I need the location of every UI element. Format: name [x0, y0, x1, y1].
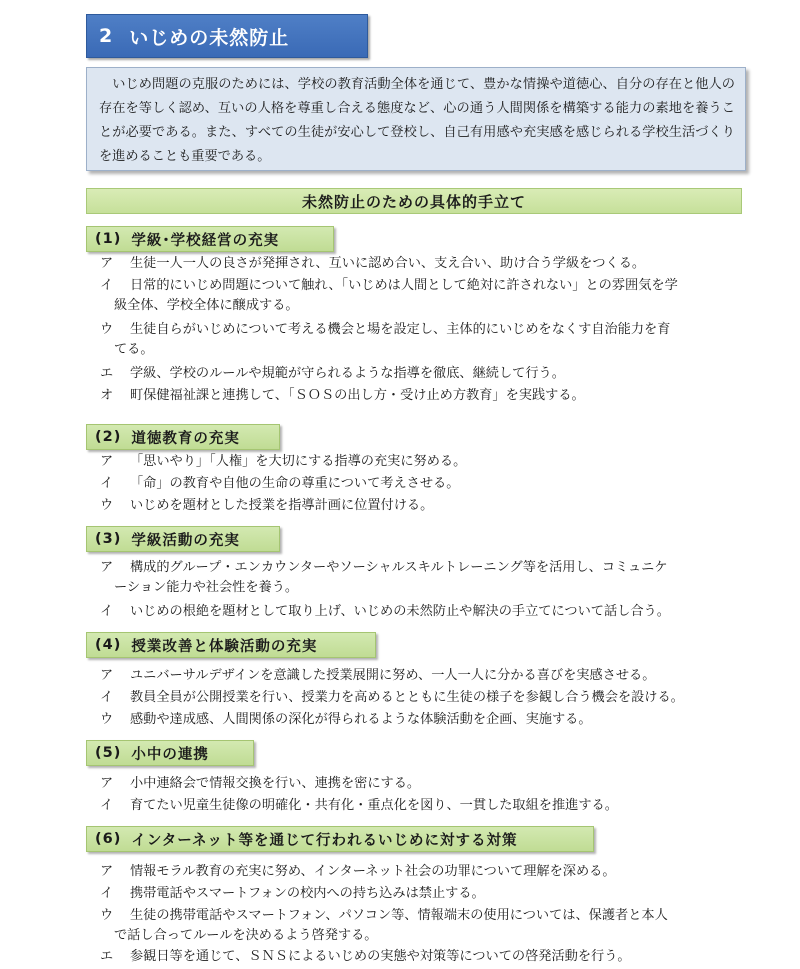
category-3-heading	[86, 526, 280, 552]
item-continuation: ーション能力や社会性を養う。	[114, 580, 299, 595]
item-text: 情報モラル教育の充実に努め、インターネット社会の功罪について理解を深める。	[130, 864, 616, 879]
item-continuation: てる。	[114, 342, 154, 357]
item-mark: イ	[100, 798, 114, 813]
item-mark: ア	[100, 864, 114, 879]
item-text: 町保健福祉課と連携して、「ＳＯＳの出し方・受け止め方教育」を実践する。	[130, 388, 585, 403]
item-continuation: で話し合ってルールを決めるよう啓発する。	[114, 928, 378, 943]
item-text: 小中連絡会で情報交換を行い、連携を密にする。	[130, 776, 421, 791]
item-mark: ア	[100, 454, 114, 469]
category-1-heading	[86, 226, 334, 252]
category-number: (1)	[95, 231, 122, 247]
item-text: 携帯電話やスマートフォンの校内への持ち込みは禁止する。	[130, 886, 485, 901]
list-item	[100, 320, 750, 360]
item-mark: イ	[100, 278, 114, 293]
item-text: 構成的グループ・エンカウンターやソーシャルスキルトレーニング等を活用し、コミュニケ	[130, 560, 668, 575]
category-title: 道徳教育の充実	[131, 430, 240, 447]
item-mark: イ	[100, 690, 114, 705]
item-mark: イ	[100, 604, 114, 619]
category-5-heading	[86, 740, 254, 766]
list-item	[100, 474, 750, 494]
item-text: 生徒の携帯電話やスマートフォン、パソコン等、情報端末の使用については、保護者と本人	[130, 908, 668, 923]
category-number: (3)	[95, 531, 122, 547]
section-title	[86, 14, 368, 58]
item-text: 感動や達成感、人間関係の深化が得られるような体験活動を企画、実施する。	[130, 712, 592, 727]
item-mark: オ	[100, 388, 114, 403]
item-text: 生徒自らがいじめについて考える機会と場を設定し、主体的にいじめをなくす自治能力を育	[130, 322, 671, 337]
item-text: 「命」の教育や自他の生命の尊重について考えさせる。	[130, 476, 460, 491]
item-mark: ウ	[100, 322, 114, 337]
list-item	[100, 862, 750, 882]
list-item	[100, 364, 750, 384]
item-mark: イ	[100, 886, 114, 901]
list-item	[100, 602, 750, 622]
item-text: ユニバーサルデザインを意識した授業展開に努め、一人一人に分かる喜びを実感させる。	[130, 668, 656, 683]
category-2-heading	[86, 424, 280, 450]
item-mark: エ	[100, 949, 114, 964]
subheading: 未然防止のための具体的手立て	[86, 188, 742, 214]
list-item	[100, 796, 750, 816]
category-title: 小中の連携	[131, 746, 209, 763]
item-mark: エ	[100, 366, 114, 381]
category-title: 授業改善と体験活動の充実	[131, 638, 318, 655]
list-item	[100, 386, 750, 406]
category-title: インターネット等を通じて行われるいじめに対する対策	[131, 832, 518, 849]
list-item	[100, 906, 750, 946]
category-number: (2)	[95, 429, 122, 445]
item-text: 学級、学校のルールや規範が守られるような指導を徹底、継続して行う。	[130, 366, 565, 381]
item-text: 生徒一人一人の良さが発揮され、互いに認め合い、支え合い、助け合う学級をつくる。	[130, 256, 646, 271]
item-text: 日常的にいじめ問題について触れ、「いじめは人間として絶対に許されない」との雰囲気を学	[130, 278, 678, 293]
list-item	[100, 774, 750, 794]
list-item	[100, 276, 750, 316]
item-mark: ア	[100, 668, 114, 683]
list-item	[100, 496, 750, 516]
item-continuation: 級全体、学校全体に醸成する。	[114, 298, 299, 313]
item-text: 参観日等を通じて、ＳＮＳによるいじめの実態や対策等についての啓発活動を行う。	[130, 949, 631, 964]
category-number: (5)	[95, 745, 122, 761]
item-mark: ア	[100, 560, 114, 575]
category-6-heading	[86, 826, 594, 852]
item-mark: ウ	[100, 712, 114, 727]
item-mark: ウ	[100, 908, 114, 923]
intro-box: いじめ問題の克服のためには、学校の教育活動全体を通じて、豊かな情操や道徳心、自分の存在と他人の存在を等しく認め、互いの人格を尊重し合える態度など、心の通う人間関係を構築する能力の素地を養うことが必要である。また、すべての生徒が安心して登校し、自己有用感や充実感を感じられる学校生活づくりを進めることも重要である。	[86, 67, 746, 171]
item-text: いじめの根絶を題材として取り上げ、いじめの未然防止や解決の手立てについて話し合う。	[130, 604, 670, 619]
list-item	[100, 947, 750, 967]
item-text: 育てたい児童生徒像の明確化・共有化・重点化を図り、一貫した取組を推進する。	[130, 798, 618, 813]
section-number: 2	[99, 25, 114, 47]
item-mark: イ	[100, 476, 114, 491]
list-item	[100, 254, 750, 274]
category-number: (4)	[95, 637, 122, 653]
item-text: 「思いやり」「人権」を大切にする指導の充実に努める。	[130, 454, 467, 469]
category-number: (6)	[95, 831, 122, 847]
item-text: いじめを題材とした授業を指導計画に位置付ける。	[130, 498, 434, 513]
item-text: 教員全員が公開授業を行い、授業力を高めるとともに生徒の様子を参観し合う機会を設ける。	[130, 690, 684, 705]
list-item	[100, 884, 750, 904]
item-mark: ア	[100, 256, 114, 271]
item-mark: ウ	[100, 498, 114, 513]
list-item	[100, 558, 750, 598]
list-item	[100, 688, 750, 708]
category-4-heading	[86, 632, 376, 658]
list-item	[100, 666, 750, 686]
list-item	[100, 452, 750, 472]
section-title-text: いじめの未然防止	[129, 26, 290, 49]
category-title: 学級活動の充実	[131, 532, 240, 549]
category-title: 学級･学校経営の充実	[131, 232, 280, 249]
item-mark: ア	[100, 776, 114, 791]
list-item	[100, 710, 750, 730]
